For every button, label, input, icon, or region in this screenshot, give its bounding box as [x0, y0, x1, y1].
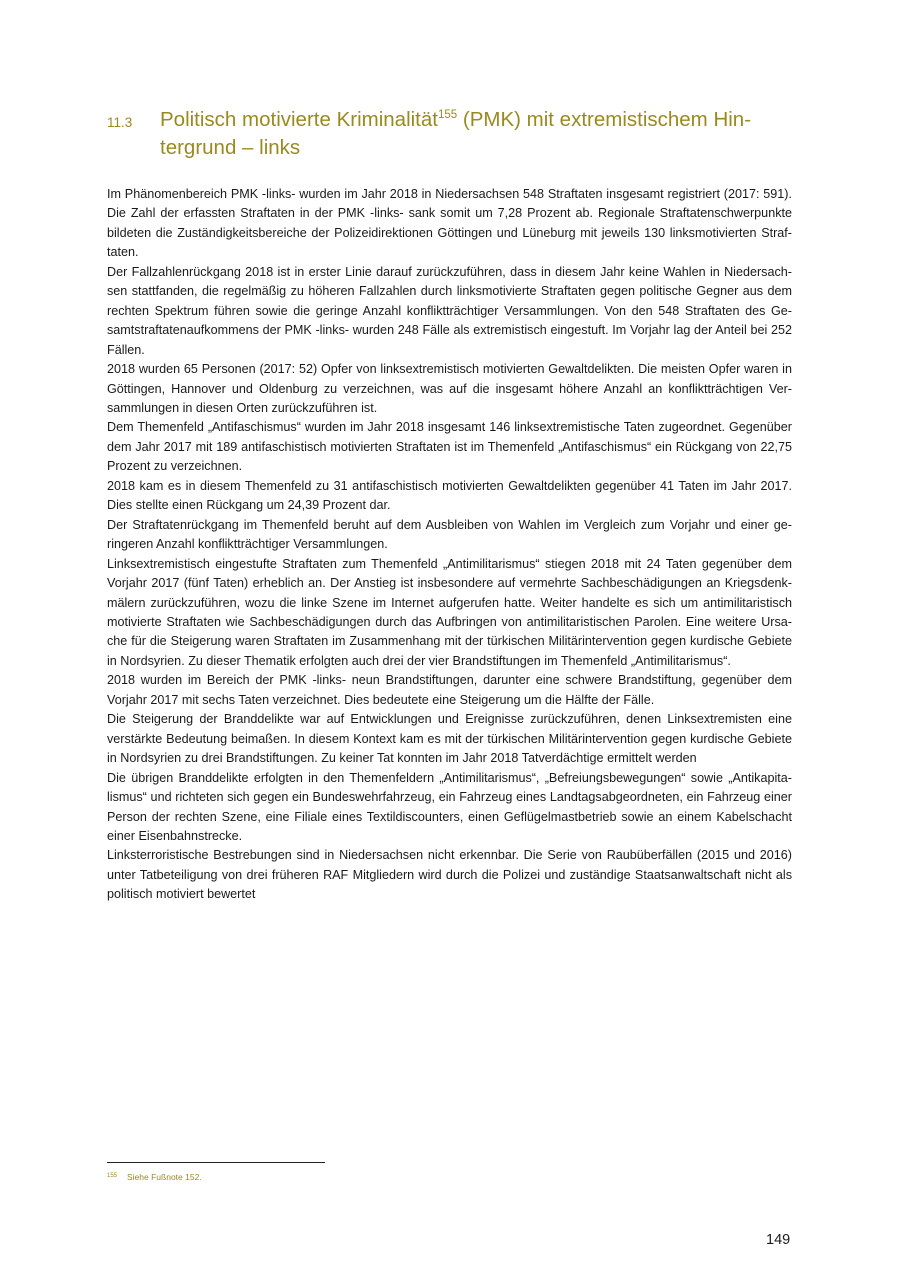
paragraph: Linksextremistisch eingestufte Straftaten zum Themenfeld „Antimilitarismus“ stiegen 2018 mit 24 Taten gegenüber dem Vorjahr 2017 (fünf Taten) erheblich an. Der Anstieg ist insbesondere auf vermehrte Sachbeschädigungen an Kriegsdenkmälern zurückzuführen, wozu die linke Szene im Internet aufgerufen hatte. Weiter handelte es sich um antimilitaristisch motivierte Straftaten wie Sachbeschädigungen durch das Aufbringen von antimilitaristischen Parolen. Eine weitere Ursache für die Steigerung waren Straftaten im Zusammenhang mit der türkischen Militärintervention gegen kurdische Gebiete in Nordsyrien. Zu dieser Thematik erfolgten auch drei der vier Brandstiftungen im Themenfeld „Antimilitarismus“. — [107, 556, 792, 668]
paragraph: Der Fallzahlenrückgang 2018 ist in erster Linie darauf zurückzuführen, dass in diesem Jahr keine Wahlen in Niedersachsen stattfanden, die regelmäßig zu höheren Fallzahlen durch linksmotivierte Straftaten gegen politische Gegner aus dem rechten Spektrum führen sowie die geringe Anzahl konfliktträchtiger Versammlungen. Von den 548 Straftaten des Gesamtstraftatenaufkommens der PMK -links- wurden 248 Fälle als extremistisch eingestuft. Im Vorjahr lag der Anteil bei 252 Fällen. — [107, 264, 792, 357]
section-title-part2: (PMK) mit extremistischem Hin- — [457, 108, 752, 131]
paragraph: Dem Themenfeld „Antifaschismus“ wurden im Jahr 2018 insgesamt 146 linksextremistische Taten zugeordnet. Gegenüber dem Jahr 2017 mit 189 antifaschistisch motivierten Straftaten ist im Themenfeld „Antifaschismus“ ein Rückgang von 22,75 Prozent zu verzeichnen. — [107, 420, 792, 474]
paragraph: Die Steigerung der Branddelikte war auf Entwicklungen und Ereignisse zurückzuführen, denen Linksextremisten eine verstärkte Bedeutung beimaßen. In diesem Kontext kam es mit der türkischen Militärintervention gegen kurdische Gebiete in Nordsyrien zu drei Brandstiftungen. Zu keiner Tat konnten im Jahr 2018 Tatverdächtige ermittelt werden — [107, 712, 792, 766]
section-title-part1: Politisch motivierte Kriminalität — [160, 108, 438, 131]
paragraph: Die übrigen Branddelikte erfolgten in den Themenfeldern „Antimilitarismus“, „Befreiungsbewegungen“ sowie „Antikapitalismus“ und richteten sich gegen ein Bundeswehrfahrzeug, ein Fahrzeug eines Landtagsabgeordneten, ein Fahrzeug einer Person der rechten Szene, eine Filiale eines Textildiscounters, einen Geflügelmastbetrieb sowie an einem Kabelschacht einer Eisenbahnstrecke. — [107, 770, 792, 843]
paragraph: Im Phänomenbereich PMK -links- wurden im Jahr 2018 in Niedersachsen 548 Straftaten insgesamt registriert (2017: 591). Die Zahl der erfassten Straftaten in der PMK -links- sank somit um 7,28 Prozent ab. Regionale Straftatenschwerpunkte bildeten die Zuständigkeitsbereiche der Polizeidirektionen Göttingen und Lüneburg mit jeweils 130 linksmotivierten Straftaten. — [107, 187, 792, 260]
page-number: 149 — [766, 1232, 791, 1248]
footnote-number: 155 — [107, 1173, 118, 1179]
section-number: 11.3 — [107, 115, 133, 130]
paragraph: 2018 wurden im Bereich der PMK -links- neun Brandstiftungen, darunter eine schwere Brandstiftung, gegenüber dem Vorjahr 2017 mit sechs Taten verzeichnet. Dies bedeutete eine Steigerung um die Hälfte der Fälle. — [107, 673, 792, 707]
section-title-line2: tergrund – links — [160, 136, 301, 159]
section-title — [160, 106, 797, 162]
section-heading — [107, 106, 797, 162]
paragraph: Linksterroristische Bestrebungen sind in Niedersachsen nicht erkennbar. Die Serie von Raubüberfällen (2015 und 2016) unter Tatbeteiligung von drei früheren RAF Mitgliedern wird durch die Polizei und zuständige Staatsanwaltschaft nicht als politisch motiviert bewertet — [107, 848, 792, 902]
body-text — [107, 185, 792, 905]
footnote-text: Siehe Fußnote 152. — [127, 1172, 202, 1182]
footnote — [107, 1172, 202, 1182]
footnote-divider — [107, 1162, 325, 1163]
paragraph: Der Straftatenrückgang im Themenfeld beruht auf dem Ausbleiben von Wahlen im Vergleich zum Vorjahr und einer geringeren Anzahl konfliktträchtiger Versammlungen. — [107, 517, 792, 552]
paragraph: 2018 wurden 65 Personen (2017: 52) Opfer von linksextremistisch motivierten Gewaltdelikten. Die meisten Opfer waren in Göttingen, Hannover und Oldenburg zu verzeichnen, was auf die insgesamt höhere Anzahl an konfliktträchtigen Versammlungen in diesen Orten zurückzuführen ist. — [107, 362, 792, 415]
paragraph: 2018 kam es in diesem Themenfeld zu 31 antifaschistisch motivierten Gewaltdelikten gegenüber 41 Taten im Jahr 2017. Dies stellte einen Rückgang um 24,39 Prozent dar. — [107, 478, 792, 513]
footnote-reference[interactable]: 155 — [437, 109, 458, 121]
